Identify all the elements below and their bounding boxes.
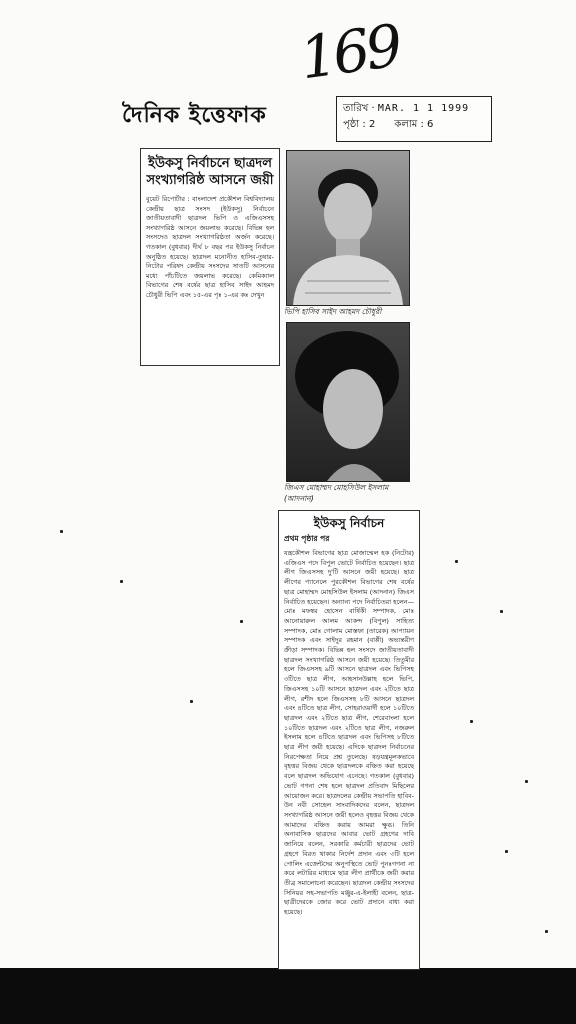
- continued-from-label: প্রথম পৃষ্ঠার পর: [284, 534, 330, 543]
- stamp-column-label: কলাম: [394, 119, 418, 130]
- scan-speck: [470, 720, 473, 723]
- stamp-date-label: তারিখ: [343, 103, 369, 114]
- gs-portrait-photo: [286, 322, 410, 482]
- lead-article-clipping: [140, 148, 280, 366]
- vp-portrait-illustration: [287, 151, 409, 305]
- gs-portrait-illustration: [287, 323, 409, 481]
- scan-speck: [60, 530, 63, 533]
- handwritten-page-number: 169: [295, 11, 403, 93]
- vp-portrait-photo: [286, 150, 410, 306]
- newspaper-masthead: দৈনিক ইত্তেফাক: [122, 102, 267, 128]
- stamp-date: MAR. 1 1 1999: [377, 103, 470, 114]
- scan-speck: [240, 620, 243, 623]
- scanner-dark-band: [0, 968, 576, 1024]
- stamp-page: 2: [368, 119, 376, 130]
- stamp-date-row: তারিখ · MAR. 1 1 1999: [343, 103, 470, 114]
- continuation-headline: ইউকসু নির্বাচন: [313, 516, 385, 530]
- scan-speck: [525, 780, 528, 783]
- scan-speck: [120, 580, 123, 583]
- article-lead-text: বুয়েট রিপোর্টার : বাংলাদেশ প্রকৌশল বিশ্ববিদ্যালয় কেন্দ্রীয় ছাত্র সংসদ (ইউকসু) নির্বাচনে জাতীয়তাবাদী ছাত্রদল ভিপি ও এজিএসসহ সংখ্যাগরিষ্ঠ আসনে জয়লাভ করেছে। বিভিন্ন হল সংসদেও ছাত্রদল সংখ্যাগরিষ্ঠতা অর্জন করেছে। গতকাল (বুধবার) দীর্ঘ ৮ বছর পর ইউকসু নির্বাচন অনুষ্ঠিত হয়েছে। ছাত্রদল মনোনীত হাসিব-তুষার-নিটোর পরিষদ কেন্দ্রীয় সংসদের সাতটি আসনের মধ্যে পাঁচটিতে জয়লাভ করেছে। কেমিক্যাল বিভাগের শেষ বর্ষের ছাত্র হাসিব সাইদ আহমদ চৌধুরী ভিপি এবং ১৫-এর পৃঃ ১-এর কঃ দেখুন: [146, 195, 274, 299]
- stamp-page-row: পৃষ্ঠা : 2 কলাম : 6: [343, 119, 434, 130]
- stamp-page-label: পৃষ্ঠা: [343, 119, 360, 130]
- scan-speck: [545, 930, 548, 933]
- article-headline: ইউকসু নির্বাচনে ছাত্রদল সংখ্যাগরিষ্ঠ আসনে জয়ী: [146, 156, 274, 188]
- scan-speck: [455, 560, 458, 563]
- stamp-column: 6: [427, 119, 434, 130]
- vp-photo-caption: ভিপি হাসিব সাইদ আহমদ চৌধুরী: [284, 307, 382, 316]
- continuation-body-text: যন্ত্রকৌশল বিভাগের ছাত্র মোজাম্মেল হক (নিটোর) এজিএস পদে বিপুল ভোটে নির্বাচিত হয়েছেন। ছাত্র লীগ জিএসসহ দু'টি আসনে জয়ী হয়েছে। ছাত্র লীগের প্যানেলে পুরকৌশল বিভাগের শেষ বর্ষের ছাত্র মোহাম্মদ মোহসিউল ইসলাম (আদনান) জিএস নির্বাচিত হয়েছেন। অন্যান্য পদে নির্বাচিতরা হলেন— মোঃ মফস্বর হোসেন বার্ষিকী সম্পাদক, মোঃ আনোয়ারুল আলম আকন্দ (বিপুল) সাহিত্য সম্পাদক, মোঃ গোলাম মোস্তফা (তারেক) আপ্যায়ন সম্পাদক এবং সাইদুর রহমান (বাপ্পী) অভ্যন্তরীণ ক্রীড়া সম্পাদক। বিভিন্ন হল সংসদে জাতীয়তাবাদী ছাত্রদল সংখ্যাগরিষ্ঠ আসনে জয়ী হয়েছে। তিতুমীর হলে জিএসসহ ৯টি আসনে ছাত্রদল এবং ভিপিসহ ৩টিতে ছাত্র লীগ, আহসানউল্লাহ হলে ভিপি, জিএসসহ ১০টি আসনে ছাত্রদল এবং ২টিতে ছাত্র লীগ, রশীদ হলে জিএসসহ ৮টি আসনে ছাত্রদল এবং ৪টিতে ছাত্র লীগ, সোহরাওয়ার্দী হলে ১০টিতে ছাত্রদল এবং ২টিতে ছাত্র লীগ, শেরেবাংলা হলে ১০টিতে ছাত্রদল এবং ২টিতে ছাত্র লীগ, নজরুল ইসলাম হলে ৪টিতে ছাত্রদল এবং ভিপিসহ ৮টিতে ছাত্র লীগ জয়ী হয়েছে। এদিকে ছাত্রদল নির্বাচনের নিরপেক্ষতা নিয়ে প্রশ্ন তুলেছে। ষড়যন্ত্রমূলকভাবে বৃহত্তর বিজয় থেকে ছাত্রদলকে বঞ্চিত করা হয়েছে বলে ছাত্রদল অভিযোগ এনেছে। গতকাল (বুধবার) ভোট গণনা শেষ হলে ছাত্রদল প্রতিবাদ মিছিলের আয়োজন করে। ছাত্রদলের কেন্দ্রীয় সভাপতি হাবিব-উন নবী সোহেল সাংবাদিকদের বলেন, ছাত্রদল সংখ্যাগরিষ্ঠ আসনে জয়ী হলেও বৃহত্তর বিজয় থেকে আমাদের বঞ্চিত করায় আমরা ক্ষুব্ধ। তিনি অনাবাসিক ছাত্রদের আবার ভোট গ্রহণের দাবি জানিয়ে বলেন, সরকারি কর্মচারী ছাত্রদের ভোট গ্রহণে বিরত থাকার নির্দেশ প্রদান এবং ৩টি হলে পোলিং এজেন্টদের অনুপস্থিতে ভোট পুনঃগণনা না করে লটারির মাধ্যমে ছাত্র লীগ প্রার্থীকে জয়ী করার তীব্র সমালোচনা করেছেন। ছাত্রদল কেন্দ্রীয় সংসদের সিনিয়র সহ-সভাপতি মঞ্জুর-এ-ইলাহী বলেন, ছাত্র-ছাত্রীদেরকে জোর করে ভোট প্রদানে বাধ্য করা হয়েছে।: [284, 549, 414, 917]
- continuation-clipping: [278, 510, 420, 970]
- archive-stamp: [336, 96, 492, 142]
- scan-speck: [505, 850, 508, 853]
- scan-speck: [190, 700, 193, 703]
- gs-photo-caption: জিএস মোহাম্মদ মোহসিউল ইসলাম (আদনান): [284, 483, 389, 503]
- scan-speck: [500, 610, 503, 613]
